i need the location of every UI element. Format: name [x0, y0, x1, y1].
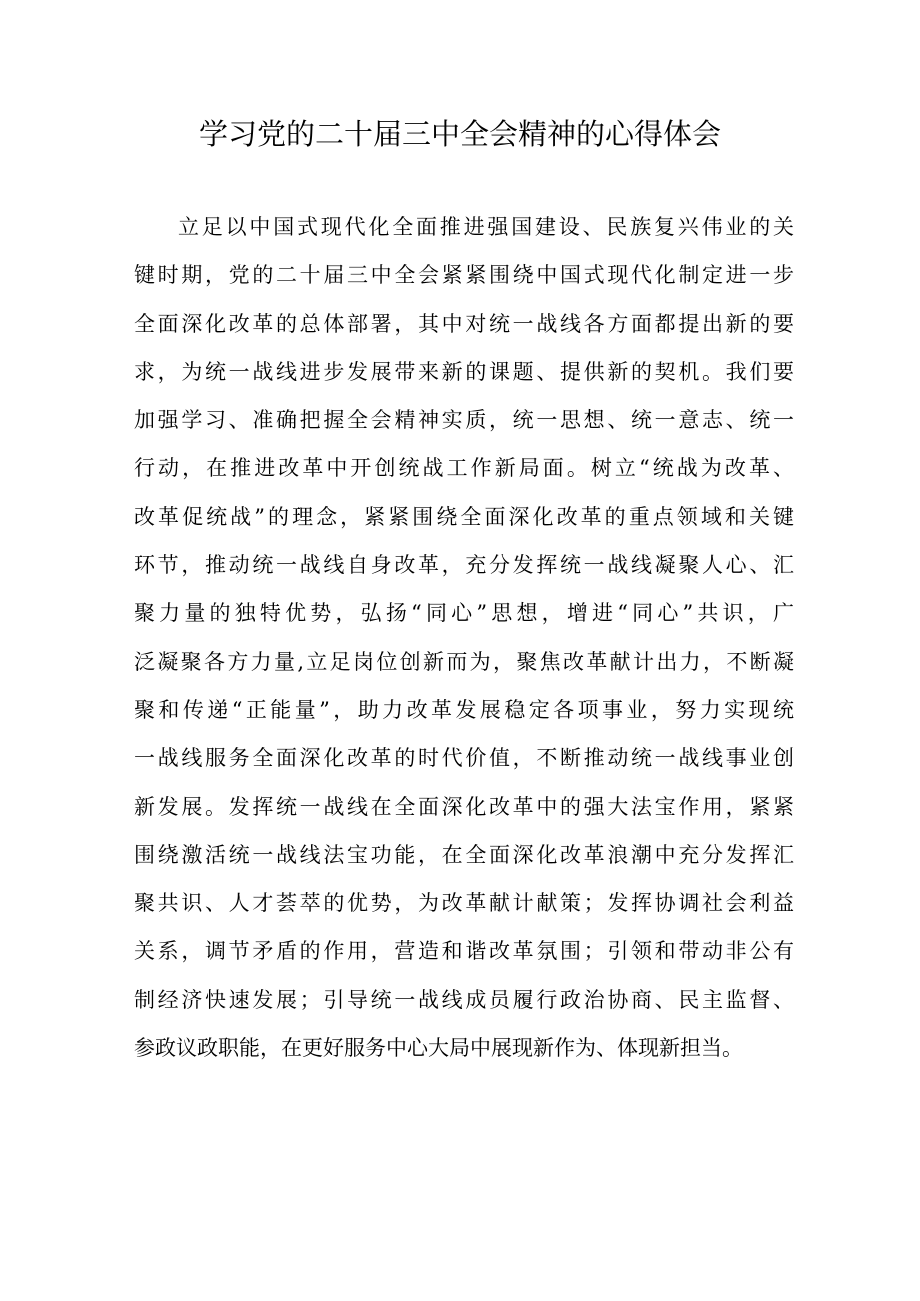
paragraph-line: 加强学习、准确把握全会精神实质，统一思想、统一意志、统一: [134, 408, 794, 433]
paragraph-line: 新发展。发挥统一战线在全面深化改革中的强大法宝作用，紧紧: [134, 794, 794, 819]
paragraph-line: 参政议政职能，在更好服务中心大局中展现新作为、体现新担当。: [134, 1036, 743, 1061]
paragraph-line: 键时期，党的二十届三中全会紧紧围绕中国式现代化制定进一步: [134, 263, 794, 288]
paragraph-line: 求，为统一战线进步发展带来新的课题、提供新的契机。我们要: [134, 359, 794, 384]
paragraph-line: 行动，在推进改革中开创统战工作新局面。树立“统战为改革、: [134, 456, 794, 481]
paragraph-line: 关系，调节矛盾的作用，营造和谐改革氛围；引领和带动非公有: [134, 939, 794, 964]
paragraph-line: 泛凝聚各方力量,立足岗位创新而为，聚焦改革献计出力，不断凝: [134, 649, 794, 674]
paragraph-line: 全面深化改革的总体部署，其中对统一战线各方面都提出新的要: [134, 311, 794, 336]
paragraph-line: 聚共识、人才荟萃的优势，为改革献计献策；发挥协调社会利益: [134, 891, 794, 916]
body-paragraph: [134, 203, 794, 1072]
paragraph-line: 聚和传递“正能量”，助力改革发展稳定各项事业，努力实现统: [134, 697, 794, 722]
paragraph-line: 一战线服务全面深化改革的时代价值，不断推动统一战线事业创: [134, 746, 794, 771]
document-title: 学习党的二十届三中全会精神的心得体会: [198, 117, 721, 151]
paragraph-line: 改革促统战”的理念，紧紧围绕全面深化改革的重点领域和关键: [134, 504, 794, 529]
paragraph-line: 围绕激活统一战线法宝功能，在全面深化改革浪潮中充分发挥汇: [134, 842, 794, 867]
paragraph-line: 聚力量的独特优势，弘扬“同心”思想，增进“同心”共识，广: [134, 601, 794, 626]
paragraph-line: 立足以中国式现代化全面推进强国建设、民族复兴伟业的关: [178, 215, 794, 239]
paragraph-line: 环节，推动统一战线自身改革，充分发挥统一战线凝聚人心、汇: [134, 553, 794, 578]
paragraph-line: 制经济快速发展；引导统一战线成员履行政治协商、民主监督、: [134, 987, 794, 1012]
